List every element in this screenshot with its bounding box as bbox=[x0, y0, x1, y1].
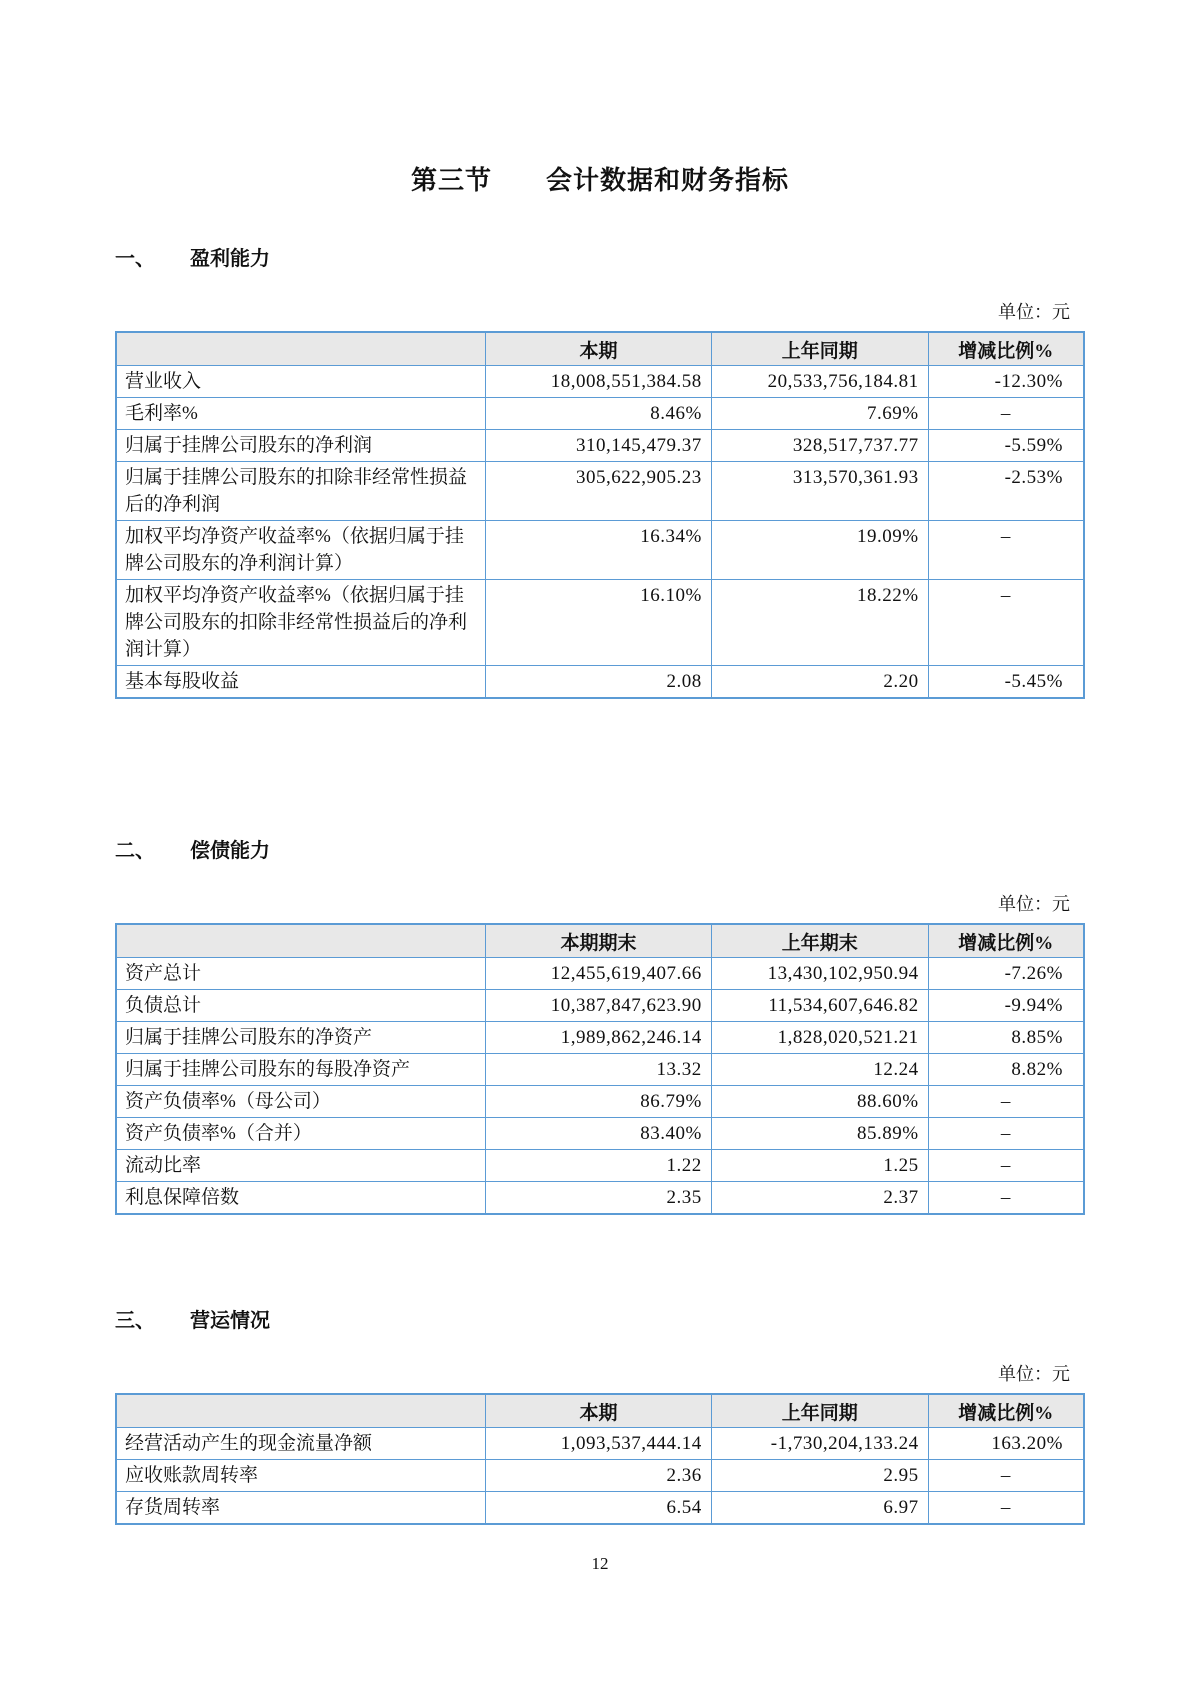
table-cell: 16.10% bbox=[486, 580, 712, 666]
table-cell: 8.85% bbox=[928, 1022, 1084, 1054]
row-label: 负债总计 bbox=[116, 990, 486, 1022]
table-row bbox=[116, 430, 1084, 462]
unit-label: 单位：元 bbox=[998, 1364, 1070, 1384]
table-cell: 13,430,102,950.94 bbox=[711, 958, 928, 990]
table-row bbox=[116, 366, 1084, 398]
column-header: 上年同期 bbox=[711, 332, 928, 366]
table-cell: 1.22 bbox=[486, 1150, 712, 1182]
row-label: 利息保障倍数 bbox=[116, 1182, 486, 1215]
table-row bbox=[116, 398, 1084, 430]
table-cell: – bbox=[928, 580, 1084, 666]
table-cell: – bbox=[928, 1118, 1084, 1150]
row-label: 资产负债率%（母公司） bbox=[116, 1086, 486, 1118]
column-header: 上年期末 bbox=[711, 924, 928, 958]
table-cell: 12,455,619,407.66 bbox=[486, 958, 712, 990]
unit-label: 单位：元 bbox=[998, 894, 1070, 914]
section-profitability bbox=[115, 242, 1085, 699]
table-cell: 310,145,479.37 bbox=[486, 430, 712, 462]
column-header: 增减比例% bbox=[928, 332, 1084, 366]
row-label: 应收账款周转率 bbox=[116, 1460, 486, 1492]
table-row bbox=[116, 958, 1084, 990]
table-cell: 20,533,756,184.81 bbox=[711, 366, 928, 398]
table-cell: – bbox=[928, 1492, 1084, 1525]
table-cell: 313,570,361.93 bbox=[711, 462, 928, 521]
table-cell: 16.34% bbox=[486, 521, 712, 580]
column-header: 上年同期 bbox=[711, 1394, 928, 1428]
row-label: 基本每股收益 bbox=[116, 666, 486, 699]
table-cell: 328,517,737.77 bbox=[711, 430, 928, 462]
row-label: 经营活动产生的现金流量净额 bbox=[116, 1428, 486, 1460]
table-cell: 6.54 bbox=[486, 1492, 712, 1525]
row-label: 营业收入 bbox=[116, 366, 486, 398]
table-row bbox=[116, 1428, 1084, 1460]
table-cell: 1.25 bbox=[711, 1150, 928, 1182]
table-cell: – bbox=[928, 398, 1084, 430]
table-cell: 2.37 bbox=[711, 1182, 928, 1215]
table-cell: 2.36 bbox=[486, 1460, 712, 1492]
solvency-table bbox=[115, 923, 1085, 1215]
page-content bbox=[115, 0, 1085, 1525]
table-cell: 18,008,551,384.58 bbox=[486, 366, 712, 398]
table-cell: 2.08 bbox=[486, 666, 712, 699]
column-header bbox=[116, 1394, 486, 1428]
table-cell: 8.82% bbox=[928, 1054, 1084, 1086]
table-cell: -9.94% bbox=[928, 990, 1084, 1022]
profitability-table bbox=[115, 331, 1085, 699]
header-row bbox=[116, 332, 1084, 366]
column-header bbox=[116, 924, 486, 958]
column-header: 增减比例% bbox=[928, 924, 1084, 958]
table-cell: 12.24 bbox=[711, 1054, 928, 1086]
row-label: 流动比率 bbox=[116, 1150, 486, 1182]
header-row bbox=[116, 1394, 1084, 1428]
unit-label: 单位：元 bbox=[998, 302, 1070, 322]
table-cell: 2.95 bbox=[711, 1460, 928, 1492]
column-header: 增减比例% bbox=[928, 1394, 1084, 1428]
table-row bbox=[116, 1460, 1084, 1492]
table-cell: 11,534,607,646.82 bbox=[711, 990, 928, 1022]
row-label: 归属于挂牌公司股东的扣除非经常性损益后的净利润 bbox=[116, 462, 486, 521]
table-cell: 83.40% bbox=[486, 1118, 712, 1150]
table-cell: -5.45% bbox=[928, 666, 1084, 699]
row-label: 归属于挂牌公司股东的净资产 bbox=[116, 1022, 486, 1054]
table-cell: 8.46% bbox=[486, 398, 712, 430]
table-row bbox=[116, 1022, 1084, 1054]
table-row bbox=[116, 580, 1084, 666]
page-number: 12 bbox=[591, 1554, 609, 1573]
section-title: 营运情况 bbox=[190, 1310, 270, 1332]
table-cell: 88.60% bbox=[711, 1086, 928, 1118]
section-number: 三、 bbox=[115, 1310, 155, 1332]
row-label: 归属于挂牌公司股东的每股净资产 bbox=[116, 1054, 486, 1086]
table-row bbox=[116, 1492, 1084, 1525]
header-row bbox=[116, 924, 1084, 958]
table-row bbox=[116, 1118, 1084, 1150]
table-row bbox=[116, 1054, 1084, 1086]
table-cell: 19.09% bbox=[711, 521, 928, 580]
row-label: 存货周转率 bbox=[116, 1492, 486, 1525]
section-heading bbox=[115, 242, 1085, 271]
table-cell: 86.79% bbox=[486, 1086, 712, 1118]
table-row bbox=[116, 1086, 1084, 1118]
table-cell: -5.59% bbox=[928, 430, 1084, 462]
table-cell: – bbox=[928, 1182, 1084, 1215]
table-cell: 7.69% bbox=[711, 398, 928, 430]
column-header: 本期 bbox=[486, 332, 712, 366]
row-label: 毛利率% bbox=[116, 398, 486, 430]
section-title: 偿债能力 bbox=[190, 840, 270, 862]
table-row bbox=[116, 462, 1084, 521]
table-cell: 13.32 bbox=[486, 1054, 712, 1086]
table-cell: -7.26% bbox=[928, 958, 1084, 990]
table-cell: 163.20% bbox=[928, 1428, 1084, 1460]
table-cell: 2.35 bbox=[486, 1182, 712, 1215]
table-row bbox=[116, 1182, 1084, 1215]
table-cell: – bbox=[928, 521, 1084, 580]
row-label: 资产负债率%（合并） bbox=[116, 1118, 486, 1150]
table-cell: -1,730,204,133.24 bbox=[711, 1428, 928, 1460]
table-cell: -2.53% bbox=[928, 462, 1084, 521]
table-cell: 6.97 bbox=[711, 1492, 928, 1525]
section-solvency bbox=[115, 834, 1085, 1215]
row-label: 归属于挂牌公司股东的净利润 bbox=[116, 430, 486, 462]
page-title: 第三节 会计数据和财务指标 bbox=[410, 166, 789, 195]
section-number: 一、 bbox=[115, 248, 155, 270]
table-row bbox=[116, 666, 1084, 699]
section-title: 盈利能力 bbox=[190, 248, 270, 270]
table-cell: – bbox=[928, 1086, 1084, 1118]
table-cell: 1,828,020,521.21 bbox=[711, 1022, 928, 1054]
section-number: 二、 bbox=[115, 840, 155, 862]
table-cell: -12.30% bbox=[928, 366, 1084, 398]
row-label: 加权平均净资产收益率%（依据归属于挂牌公司股东的扣除非经常性损益后的净利润计算） bbox=[116, 580, 486, 666]
table-cell: – bbox=[928, 1150, 1084, 1182]
table-cell: 85.89% bbox=[711, 1118, 928, 1150]
section-heading bbox=[115, 834, 1085, 863]
column-header bbox=[116, 332, 486, 366]
operations-table bbox=[115, 1393, 1085, 1525]
table-cell: 305,622,905.23 bbox=[486, 462, 712, 521]
row-label: 资产总计 bbox=[116, 958, 486, 990]
table-cell: – bbox=[928, 1460, 1084, 1492]
table-cell: 18.22% bbox=[711, 580, 928, 666]
column-header: 本期期末 bbox=[486, 924, 712, 958]
table-cell: 1,989,862,246.14 bbox=[486, 1022, 712, 1054]
section-operations bbox=[115, 1304, 1085, 1525]
table-cell: 2.20 bbox=[711, 666, 928, 699]
row-label: 加权平均净资产收益率%（依据归属于挂牌公司股东的净利润计算） bbox=[116, 521, 486, 580]
table-row bbox=[116, 521, 1084, 580]
column-header: 本期 bbox=[486, 1394, 712, 1428]
table-row bbox=[116, 990, 1084, 1022]
section-heading bbox=[115, 1304, 1085, 1333]
table-cell: 1,093,537,444.14 bbox=[486, 1428, 712, 1460]
table-cell: 10,387,847,623.90 bbox=[486, 990, 712, 1022]
table-row bbox=[116, 1150, 1084, 1182]
